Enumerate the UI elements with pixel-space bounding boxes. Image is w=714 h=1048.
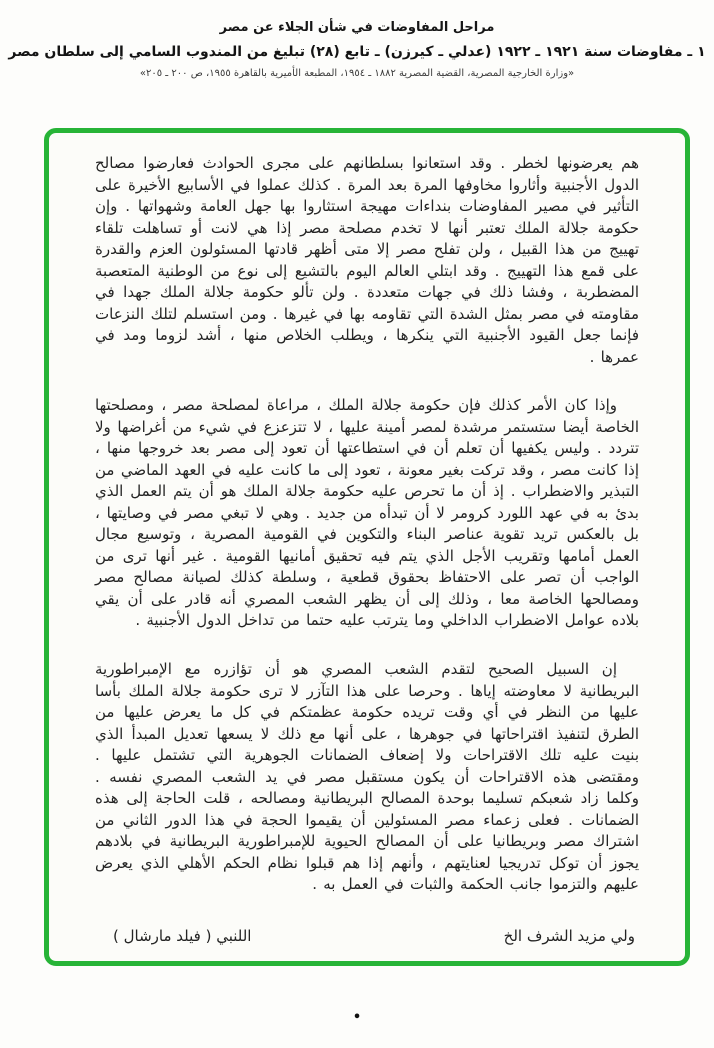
paragraph-1: هم يعرضونها لخطر . وقد استعانوا بسلطانهم على مجرى الحوادث فعارضوا مصالح الدول الأجنبية وأثاروا مخاوفها المرة بعد المرة . كذلك عملوا في الأسابيع الأخيرة على التأثير في مصير المفاوضات بنداءات مهيجة استثاروا بها جهل العامة وشهواتها . وإن حكومة جلالة الملك تعتبر أنها لا تخدم مصلحة مصر إذا هي لانت أو تساهلت تلقاء تهييج من هذا القبيل ، ولن تفلح مصر إلا متى أظهر قادتها المسئولون العزم والقدرة على قمع هذا التهييج . وقد ابتلي العالم اليوم بالتشيع إلى نوع من الوطنية المتعصبة المضطربة ، وفشا ذلك في جهات متعددة . ولن تألو حكومة جلالة الملك جهدا في مقاومته في مصر بمثل الشدة التي تقاومه بها في غيرها . ومن استسلم لتلك النزعات فإنما جعل القيود الأجنبية التي ينكرها ، ويطلب الخلاص منها ، أشد لزوما ومد في عمرها . <box>95 154 639 366</box>
scan-frame <box>44 128 690 966</box>
signature-allenby: اللنبي ( فيلد مارشال ) <box>113 926 252 945</box>
page-title: مراحل المفاوضات في شأن الجلاء عن مصر <box>219 20 495 35</box>
page-mark: • <box>352 1010 362 1025</box>
paragraph-3: إن السبيل الصحيح لتقدم الشعب المصري هو أن تؤازره مع الإمبراطورية البريطانية لا معاوضته إياها . وحرصا على هذا التآزر لا ترى حكومة جلالة الملك بأسا عليها من النظر في أي وقت تريده حكومة عظمتكم في كل ما يعرض عليها من الطرق لتنفيذ اقتراحاتها في جوهرها ، على أنها مع ذلك لا يسعها تعديل المبدأ الذي بنيت عليه تلك الاقتراحات ولا إضعاف الضمانات الجوهرية التي تشتمل عليها . ومقتضى هذه الاقتراحات أن يكون مستقبل مصر في يد الشعب المصري نفسه . وكلما زاد شعبكم تسليما بوحدة المصالح البريطانية ومصالحه ، قلت الحاجة إلى هذه الضمانات . فعلى زعماء مصر المسئولين أن يقيموا الحجة في هذا الدور الثاني من اشتراك مصر وبريطانيا على أن المصالح الحيوية للإمبراطورية البريطانية في بلادهم يجوز أن توكل تدريجيا لعنايتهم ، وأنهم إذا هم قبلوا نظام الحكم الأهلي الذي يعرض عليهم والتزموا جانب الحكمة والثبات في العمل به . <box>95 660 639 894</box>
document-header <box>0 0 714 79</box>
source-citation: «وزارة الخارجية المصرية، القضية المصرية ١٨٨٢ ـ ١٩٥٤، المطبعة الأميرية بالقاهرة ١٩٥٥، ص ٢٠٠ ـ ٢٠٥» <box>139 68 575 79</box>
paragraph-2: وإذا كان الأمر كذلك فإن حكومة جلالة الملك ، مراعاة لمصلحة مصر ، ومصلحتها الخاصة أيضا ستستمر مرشدة لمصر أمينة عليها ، لا تتزعزع في شيء من أغراضها ولا تتردد . وليس يكفيها أن تعلم أن في استطاعتها أن تعود إلى مصر بعد خروجها منها ، إذا كانت مصر ، وقد تركت بغير معونة ، تعود إلى ما كانت عليه في العهد الماضي من التبذير والاضطراب . إذ أن ما تحرص عليه حكومة جلالة الملك هو أن يتم العمل الذي بدئ به في عهد اللورد كرومر لا أن تبدأه من جديد . وهي لا تبغي مصر في وصايتها ، بل بالعكس تريد تقوية عناصر البناء والتكوين في القومية المصرية ، وتوسيع مجال العمل أمامها وتقريب الأجل الذي يتم فيه تحقيق أمانيها القومية . غير أنها ترى من الواجب أن تصر على الاحتفاظ بحقوق قطعية ، وسلطة كذلك لصيانة مصالح مصر ومصالحها الخاصة معا ، وذلك إلى أن يظهر الشعب المصري أنه قادر على أن يقي بلاده عوامل الاضطراب الداخلي وما يترتب عليه حتما من تداخل الدول الأجنبية . <box>95 396 639 630</box>
closing-phrase: ولي مزيد الشرف الخ <box>503 926 635 945</box>
closing-line <box>95 923 639 945</box>
page-subtitle: ١ ـ مفاوضات سنة ١٩٢١ ـ ١٩٢٢ (عدلي ـ كيرزن) ـ تابع (٢٨) تبليغ من المندوب السامي إلى سلطان مصر <box>8 44 706 60</box>
